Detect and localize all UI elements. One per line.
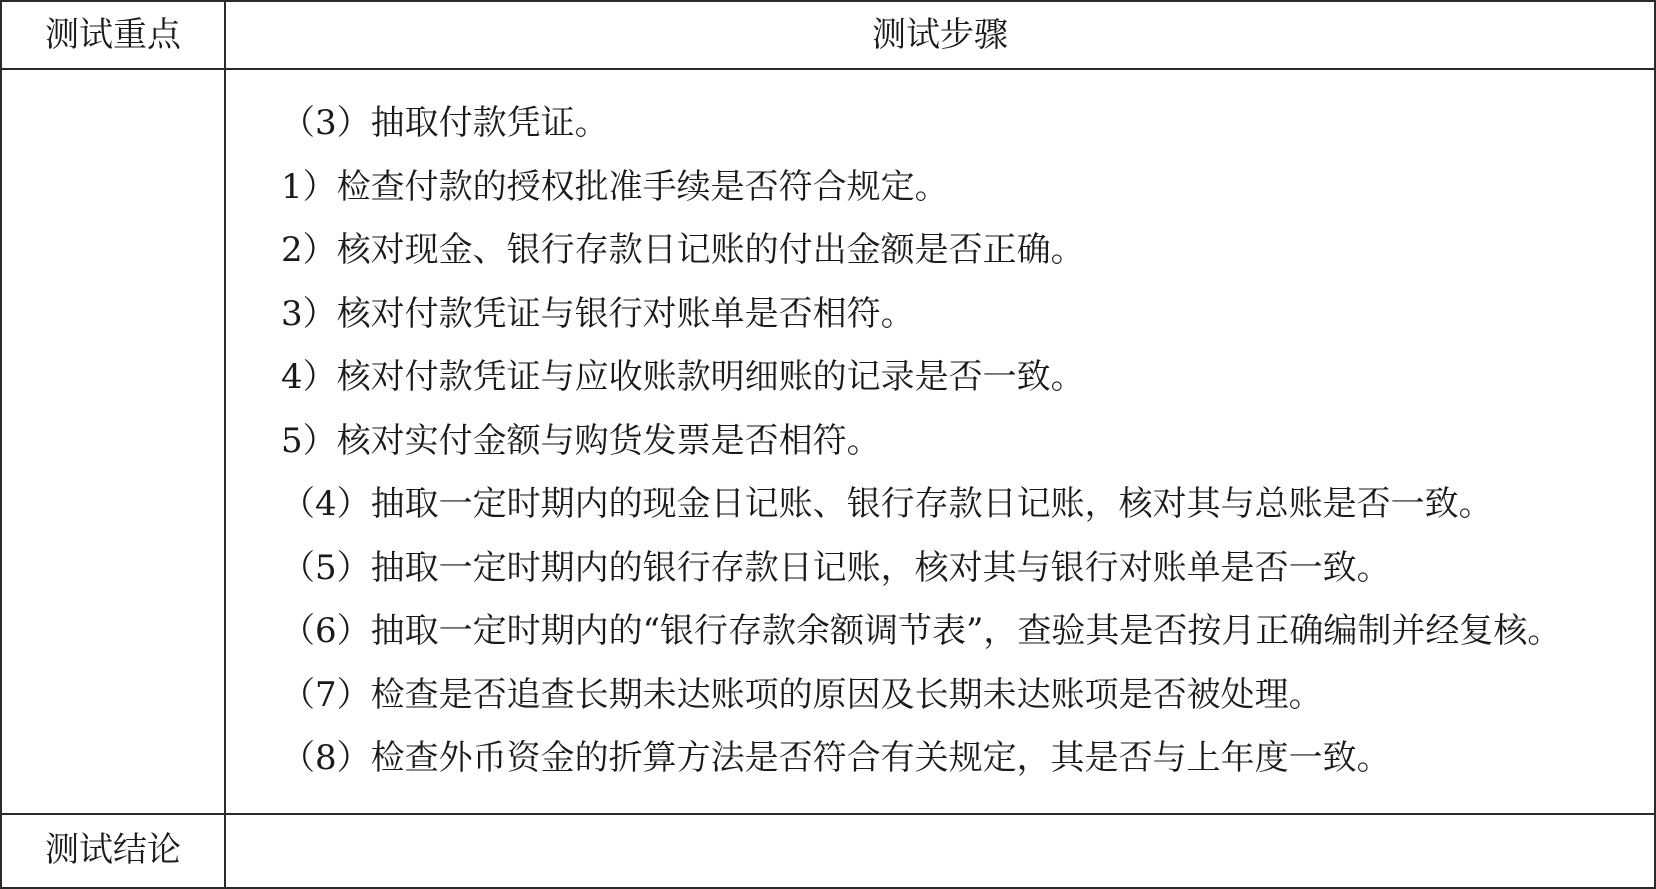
step-item: 5）核对实付金额与购货发票是否相符。 — [281, 420, 881, 461]
header-steps-label: 测试步骤 — [872, 14, 1008, 55]
step-item: 1）检查付款的授权批准手续是否符合规定。 — [281, 166, 949, 207]
header-row — [1, 1, 1655, 69]
steps-list — [226, 92, 1654, 791]
body-focus-cell — [1, 69, 225, 813]
step-item: （6）抽取一定时期内的“银行存款余额调节表”，查验其是否按月正确编制并经复核。 — [281, 611, 1562, 652]
footer-row — [1, 814, 1655, 888]
step-item: 4）核对付款凭证与应收账款明细账的记录是否一致。 — [281, 357, 1085, 398]
footer-conclusion-cell — [1, 814, 225, 888]
step-item: （3）抽取付款凭证。 — [281, 103, 609, 144]
body-steps-cell — [225, 69, 1655, 813]
step-item: （7）检查是否追查长期未达账项的原因及长期未达账项是否被处理。 — [281, 674, 1323, 715]
step-item: （8）检查外币资金的折算方法是否符合有关规定，其是否与上年度一致。 — [281, 738, 1391, 779]
header-focus-label: 测试重点 — [45, 14, 181, 55]
step-item: （5）抽取一定时期内的银行存款日记账，核对其与银行对账单是否一致。 — [281, 547, 1391, 588]
footer-conclusion-value-cell — [225, 814, 1655, 888]
step-item: （4）抽取一定时期内的现金日记账、银行存款日记账，核对其与总账是否一致。 — [281, 484, 1493, 525]
footer-conclusion-label: 测试结论 — [45, 830, 181, 871]
step-item: 3）核对付款凭证与银行对账单是否相符。 — [281, 293, 915, 334]
body-row — [1, 69, 1655, 813]
header-steps-cell — [225, 1, 1655, 69]
header-focus-cell — [1, 1, 225, 69]
step-item: 2）核对现金、银行存款日记账的付出金额是否正确。 — [281, 230, 1085, 271]
